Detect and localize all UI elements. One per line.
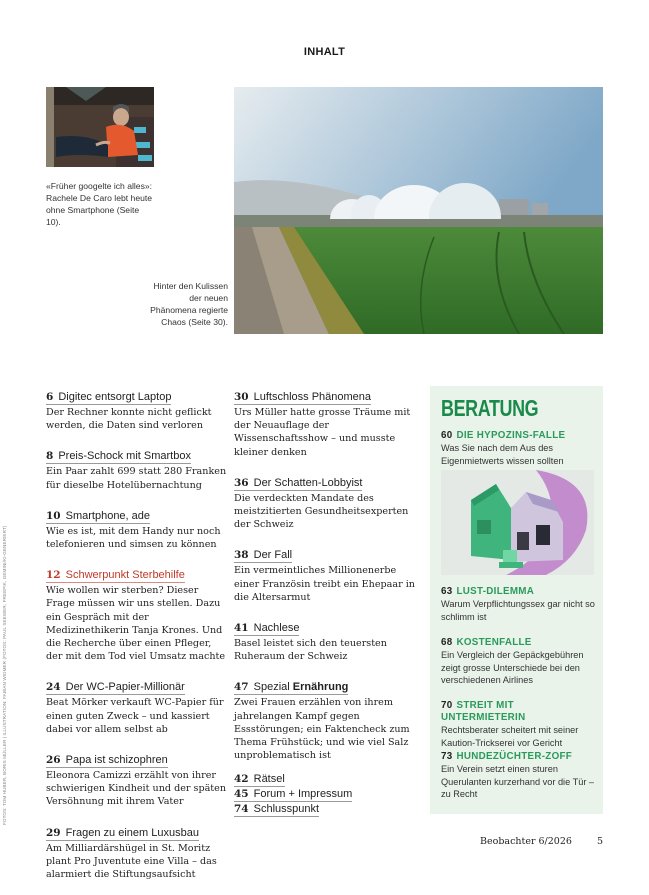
entry-teaser: Ein vermeintliches Millionenerbe einer Französin treibt ein Ehepaar in die Altersarmut xyxy=(234,565,415,603)
page-number: 38 xyxy=(234,549,249,562)
page-number: 74 xyxy=(234,803,249,815)
toc-entry[interactable] xyxy=(46,506,228,551)
page-number: 73 xyxy=(441,751,453,762)
toc-middle-column xyxy=(234,387,424,776)
page-number: 41 xyxy=(234,622,249,635)
toc-short-list xyxy=(234,773,352,818)
beratung-entry[interactable] xyxy=(441,430,599,467)
domes-photo[interactable] xyxy=(234,87,603,334)
entry-title-strong: Ernährung xyxy=(292,681,349,694)
toc-entry-heading[interactable] xyxy=(234,477,362,491)
toc-entry[interactable] xyxy=(234,545,424,604)
entry-title: Spezial xyxy=(253,681,290,694)
toc-entry-heading[interactable] xyxy=(46,827,199,841)
entry-teaser: Die verdeckten Mandate des meistzitierten Gesundheitsexperten der Schweiz xyxy=(234,492,409,531)
toc-entry[interactable] xyxy=(234,473,424,532)
toc-entry[interactable] xyxy=(46,750,228,809)
entry-title: Digitec entsorgt Laptop xyxy=(58,391,172,403)
entry-teaser: Warum Verpflichtungssex gar nicht so schlimm ist xyxy=(441,599,595,622)
entry-teaser: Ein Paar zahlt 699 statt 280 Franken für dieselbe Hotelübernachtung xyxy=(46,466,227,491)
toc-entry-heading[interactable] xyxy=(46,391,171,405)
page-number: 36 xyxy=(234,476,249,489)
entry-title: Smartphone, ade xyxy=(65,509,151,522)
toc-entry[interactable] xyxy=(234,387,424,459)
toc-entry-heading[interactable] xyxy=(46,681,185,695)
entry-teaser: Ein Verein setzt einen sturen Querulanten kurzerhand vor die Tür – zu Recht xyxy=(441,764,595,799)
page-number: 26 xyxy=(46,754,61,767)
toc-left-column xyxy=(46,387,228,895)
entry-title: Forum + Impressum xyxy=(253,788,353,800)
entry-teaser: Ein Vergleich der Gepäckgebühren zeigt grosse Unterschiede bei den verschiedenen Airlines xyxy=(441,650,584,685)
toc-entry-heading[interactable] xyxy=(234,622,299,636)
entry-title: Nachlese xyxy=(253,622,300,635)
entry-title: Papa ist schizophren xyxy=(65,754,168,767)
entry-title: STREIT MIT UNTERMIETERIN xyxy=(441,700,526,723)
beratung-entry[interactable] xyxy=(441,586,599,623)
toc-entry-heading[interactable] xyxy=(46,510,150,524)
beratung-entry[interactable] xyxy=(441,700,599,749)
page-number: 63 xyxy=(441,586,453,597)
toc-short-entry[interactable] xyxy=(234,788,352,802)
page-number: 29 xyxy=(46,826,61,839)
beratung-box xyxy=(430,386,603,814)
entry-title: LUST-DILEMMA xyxy=(456,586,535,597)
entry-title: Fragen zu einem Luxusbau xyxy=(65,826,199,839)
page-number: 47 xyxy=(234,681,249,694)
house-money-icon xyxy=(441,470,594,575)
toc-entry[interactable] xyxy=(46,387,228,432)
entry-teaser: Eleonora Camizzi erzählt von ihrer schwierigen Kindheit und der späten Versöhnung mit ihrem Vater xyxy=(46,770,227,808)
entry-title: Preis-Schock mit Smartbox xyxy=(58,450,191,463)
entry-teaser: Was Sie nach dem Aus des Eigenmietwerts wissen sollten xyxy=(441,443,564,466)
toc-entry-special[interactable] xyxy=(234,677,424,762)
entry-teaser: Der Rechner konnte nicht geflickt werden, die Daten sind verloren xyxy=(46,407,212,432)
toc-entry-heading[interactable] xyxy=(46,569,185,583)
beratung-entry-heading[interactable] xyxy=(441,700,599,724)
entry-title: Der WC-Papier-Millionär xyxy=(65,681,185,694)
page-number: 60 xyxy=(441,430,453,441)
domes-caption: Hinter den Kulissen der neuen Phänomena regierte Chaos (Seite 30). xyxy=(150,281,228,327)
toc-short-entry[interactable] xyxy=(234,773,285,787)
toc-entry-heading[interactable] xyxy=(234,391,371,405)
toc-short-entry[interactable] xyxy=(234,803,319,817)
entry-title: Luftschloss Phänomena xyxy=(253,391,372,403)
toc-entry-heading[interactable] xyxy=(46,754,168,768)
entry-teaser: Wie es ist, mit dem Handy nur noch telefonieren und simsen zu können xyxy=(46,525,221,551)
entry-title: DIE HYPOZINS-FALLE xyxy=(456,430,566,441)
domes-image xyxy=(234,87,603,334)
portrait-caption: «Früher googelte ich alles»: Rachele De Caro lebt heute ohne Smartphone (Seite 10). xyxy=(46,181,153,227)
entry-title: Schlusspunkt xyxy=(253,803,320,815)
entry-teaser: Rechtsberater scheitert mit seiner Kaution-Trickserei vor Gericht xyxy=(441,725,579,748)
entry-title: Schwerpunkt Sterbehilfe xyxy=(65,569,185,582)
beratung-title: BERATUNG xyxy=(441,395,539,421)
entry-teaser: Urs Müller hatte grosse Träume mit der Neuauflage der Wissenschaftsshow – und musste kleiner denken xyxy=(234,407,411,458)
page-number: 10 xyxy=(46,509,61,522)
toc-entry-featured[interactable] xyxy=(46,565,228,663)
page-number: 45 xyxy=(234,788,249,800)
toc-entry-heading[interactable] xyxy=(234,681,348,695)
toc-entry-heading[interactable] xyxy=(46,450,191,464)
publication-issue: Beobachter 6/2026 xyxy=(480,836,572,847)
beratung-entry-heading[interactable] xyxy=(441,586,599,598)
beratung-entry-heading[interactable] xyxy=(441,751,599,763)
page-number: 8 xyxy=(46,450,54,463)
toc-entry[interactable] xyxy=(46,823,228,882)
entry-teaser: Zwei Frauen erzählen von ihrem jahrelangen Kampf gegen Essstörungen; ein Faktencheck zum Thema Frühstück; und wie viel Salz unproblematisch ist xyxy=(234,697,410,762)
photo-credit: FOTOS: TOM HUBER, BORIS MÜLLER | ILLUSTRATION: FABIAN WIDMER (FOTOS: PAUL SEEWER, FREEPIK, GEMINI/KI-GENERIERT) xyxy=(2,525,7,825)
page-number: 12 xyxy=(46,569,61,582)
beratung-entry-heading[interactable] xyxy=(441,430,599,442)
toc-entry[interactable] xyxy=(234,618,424,663)
entry-teaser: Basel leistet sich den teuersten Ruheraum der Schweiz xyxy=(234,638,387,663)
page-number: 42 xyxy=(234,773,249,785)
entry-title: Der Fall xyxy=(253,549,293,562)
entry-title: KOSTENFALLE xyxy=(456,637,532,648)
portrait-photo[interactable] xyxy=(46,87,154,167)
house-illustration[interactable] xyxy=(441,470,594,575)
page-number: 70 xyxy=(441,700,453,711)
entry-teaser: Beat Mörker verkauft WC-Papier für einen guten Zweck – und kassiert dabei vor allem selbst ab xyxy=(46,697,224,735)
entry-teaser: Am Milliardärshügel in St. Moritz plant Pro Juventute eine Villa – das alarmiert die Stiftungsaufsicht xyxy=(46,842,217,881)
page-number: 30 xyxy=(234,391,249,403)
entry-teaser: Wie wollen wir sterben? Dieser Frage müssen wir uns stellen. Dazu ein Gespräch mit der Medizinethikerin Tanja Krones. Und die Recherche über einen Pfleger, der mit dem Tod viel Umsatz machte xyxy=(46,585,226,663)
toc-entry-heading[interactable] xyxy=(234,549,292,563)
page-number: 24 xyxy=(46,681,61,694)
beratung-entry[interactable] xyxy=(441,637,599,687)
toc-entry[interactable] xyxy=(46,677,228,736)
entry-title: HUNDEZÜCHTER-ZOFF xyxy=(456,751,573,762)
entry-title: Rätsel xyxy=(253,773,285,785)
toc-entry[interactable] xyxy=(46,446,228,491)
page-title: INHALT xyxy=(303,46,346,58)
page-number: 6 xyxy=(46,391,54,403)
page-number: 68 xyxy=(441,637,453,648)
page-number-footer: 5 xyxy=(597,836,604,847)
portrait-image xyxy=(46,87,154,167)
entry-title: Der Schatten-Lobbyist xyxy=(253,476,363,489)
beratung-entry-heading[interactable] xyxy=(441,637,599,649)
beratung-entry[interactable] xyxy=(441,751,599,801)
